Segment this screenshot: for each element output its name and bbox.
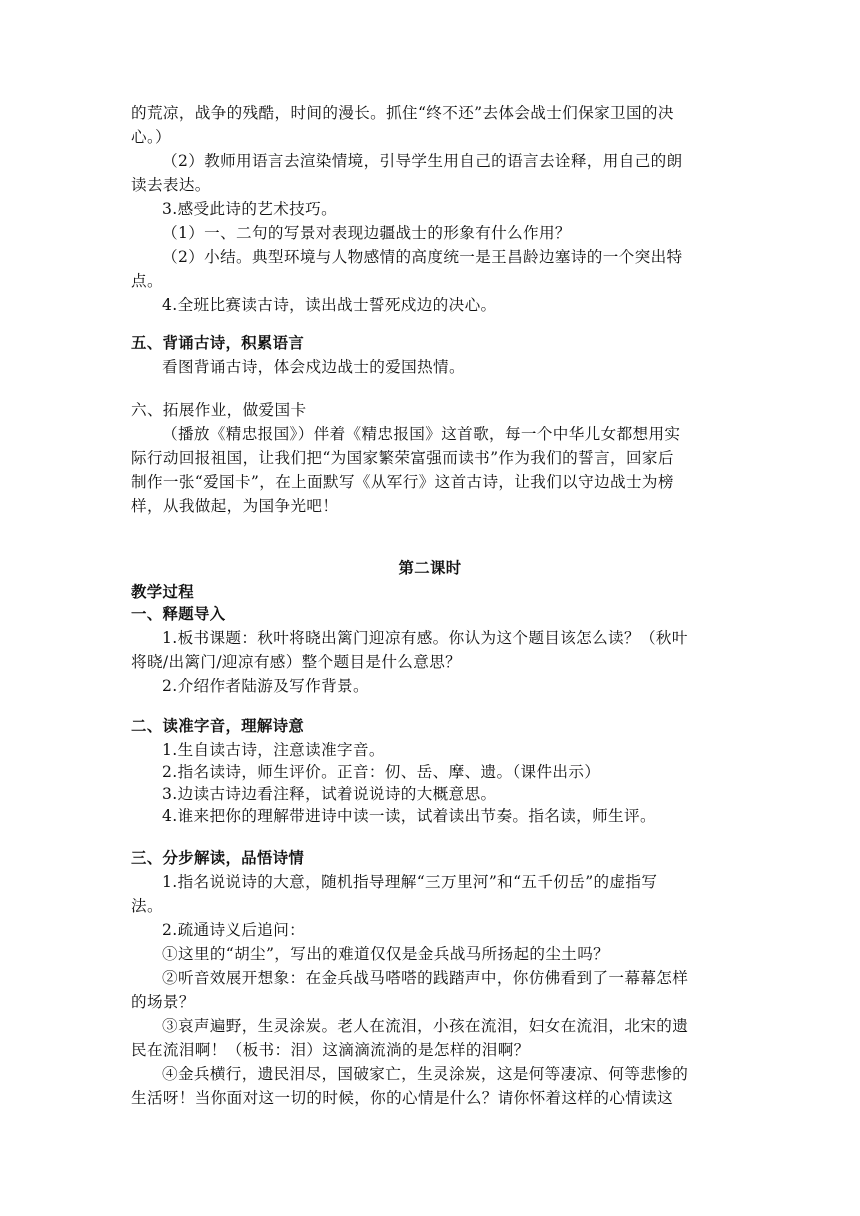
- paragraph-line: 点。: [131, 272, 163, 290]
- paragraph-line: （2）小结。典型环境与人物感情的高度统一是王昌龄边塞诗的一个突出特: [162, 248, 683, 266]
- paragraph-line: 2.介绍作者陆游及写作背景。: [162, 677, 369, 695]
- paragraph-line: 2.疏通诗义后追问：: [162, 921, 306, 939]
- paragraph-line: ②听音效展开想象：在金兵战马嗒嗒的践踏声中，你仿佛看到了一幕幕怎样: [162, 969, 689, 987]
- paragraph-line: 读去表达。: [131, 176, 211, 194]
- paragraph-line: 看图背诵古诗，体会戍边战士的爱国热情。: [162, 358, 465, 376]
- section-heading: 五、背诵古诗，积累语言: [131, 334, 305, 352]
- paragraph-line: 法。: [131, 897, 163, 915]
- paragraph-line: 心。）: [131, 128, 172, 146]
- section-heading: 一、释题导入: [131, 605, 226, 623]
- section-heading: 教学过程: [131, 583, 194, 601]
- paragraph-line: 2.指名读诗，师生评价。正音：仞、岳、摩、遗。（课件出示）: [162, 763, 601, 781]
- paragraph-line: 民在流泪啊！（板书：泪）这滴滴流淌的是怎样的泪啊？: [131, 1041, 530, 1059]
- paragraph-line: 制作一张“爱国卡”，在上面默写《从军行》这首古诗，让我们以守边战士为榜: [131, 473, 674, 491]
- paragraph-line: 的场景？: [131, 993, 195, 1011]
- section-heading: 三、分步解读，品悟诗情: [131, 849, 305, 867]
- paragraph-line: 4.全班比赛读古诗，读出战士誓死戍边的决心。: [162, 296, 497, 314]
- paragraph-line: （播放《精忠报国》）伴着《精忠报国》这首歌，每一个中华儿女都想用实: [162, 425, 681, 443]
- paragraph-line: 的荒凉，战争的残酷，时间的漫长。抓住“终不还”去体会战士们保家卫国的决: [131, 104, 674, 122]
- paragraph-line: （2）教师用语言去渲染情境，引导学生用自己的语言去诠释，用自己的朗: [162, 152, 683, 170]
- paragraph-line: 1.指名说说诗的大意，随机指导理解“三万里河”和“五千仞岳”的虚指写: [162, 873, 658, 891]
- paragraph-line: ③哀声遍野，生灵涂炭。老人在流泪，小孩在流泪，妇女在流泪，北宋的遗: [162, 1017, 689, 1035]
- section-heading: 二、读准字音，理解诗意: [131, 717, 305, 735]
- paragraph-line: ④金兵横行，遗民泪尽，国破家亡，生灵涂炭，这是何等凄凉、何等悲惨的: [162, 1065, 689, 1083]
- paragraph-line: 将晓/出篱门/迎凉有感）整个题目是什么意思？: [131, 653, 462, 671]
- paragraph-line: 3.边读古诗边看注释，试着说说诗的大概意思。: [162, 785, 497, 803]
- paragraph-line: 1.生自读古诗，注意读准字音。: [162, 741, 385, 759]
- paragraph-line: 生活呀！当你面对这一切的时候，你的心情是什么？请你怀着这样的心情读这: [131, 1089, 674, 1107]
- section-heading: 六、拓展作业，做爱国卡: [131, 401, 307, 419]
- paragraph-line: 1.板书课题：秋叶将晓出篱门迎凉有感。你认为这个题目该怎么读？（秋叶: [162, 629, 688, 647]
- paragraph-line: 3.感受此诗的艺术技巧。: [162, 200, 338, 218]
- paragraph-line: 际行动回报祖国，让我们把“为国家繁荣富强而读书”作为我们的誓言，回家后: [131, 449, 674, 467]
- paragraph-line: 样，从我做起，为国争光吧！: [131, 497, 339, 515]
- paragraph-line: 4.谁来把你的理解带进诗中读一读，试着读出节奏。指名读，师生评。: [162, 807, 656, 825]
- paragraph-line: （1）一、二句的写景对表现边疆战士的形象有什么作用？: [162, 224, 571, 242]
- lesson-title: 第二课时: [398, 559, 462, 577]
- paragraph-line: ①这里的“胡尘”，写出的难道仅仅是金兵战马所扬起的尘土吗？: [162, 945, 610, 963]
